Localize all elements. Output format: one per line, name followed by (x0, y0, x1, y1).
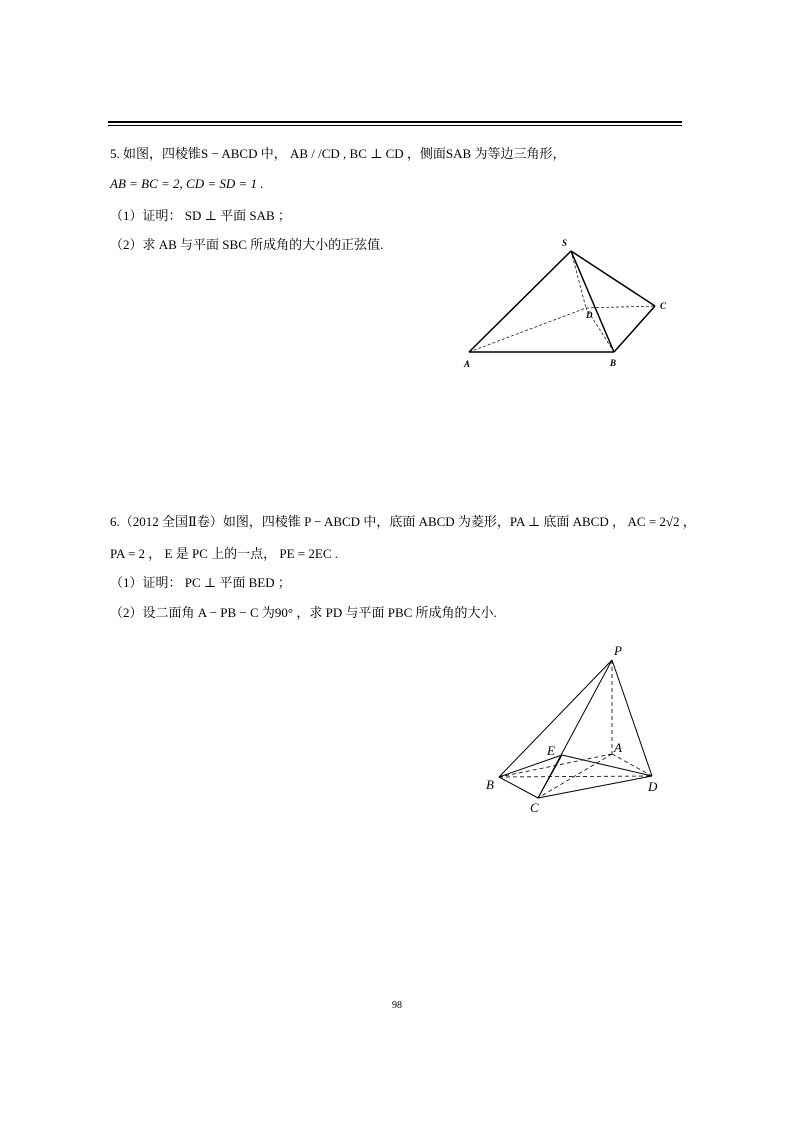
label-b: B (610, 358, 617, 368)
problem-5-stem-line2: AB = BC = 2, CD = SD = 1 . (110, 176, 264, 191)
label-b: B (486, 777, 494, 792)
edge-ad-hidden (469, 308, 586, 352)
edge-sc (571, 251, 655, 306)
edge-dc-hidden (586, 306, 655, 308)
pyramid-pabcd-figure (480, 640, 670, 820)
problem-6-part1: （1）证明： PC ⊥ 平面 BED ； (110, 575, 291, 590)
problem-6-stem-line1: 6.（2012 全国Ⅱ卷）如图，四棱锥 P − ABCD 中，底面 ABCD 为菱形，PA ⊥ 底面 ABCD ， AC = 2√2 ， (110, 514, 696, 529)
label-a: A (614, 740, 622, 755)
edge-sa (469, 251, 571, 352)
label-d: D (586, 310, 593, 320)
label-d: D (648, 779, 658, 794)
label-p: P (614, 643, 622, 658)
edge-bc (614, 306, 655, 352)
problem-5-part2: （2）求 AB 与平面 SBC 所成角的大小的正弦值. (110, 237, 384, 252)
label-a: A (464, 359, 471, 369)
header-rule-thin (108, 125, 682, 126)
problem-5-part1: （1）证明： SD ⊥ 平面 SAB ； (110, 208, 291, 223)
label-c: C (530, 800, 539, 815)
edge-bc (499, 777, 538, 798)
label-c: C (660, 301, 667, 311)
problem-6-stem-line2: PA = 2 ， E 是 PC 上的一点， PE = 2EC . (110, 546, 338, 561)
edge-sb (571, 251, 614, 352)
page-number: 98 (392, 1000, 402, 1011)
label-s: S (562, 238, 568, 248)
edge-be (499, 755, 562, 777)
header-rule-thick (108, 121, 682, 123)
label-e: E (547, 743, 555, 758)
problem-5-stem-line1: 5. 如图，四棱锥S − ABCD 中， AB / /CD , BC ⊥ CD ，侧面SAB 为等边三角形， (110, 146, 566, 161)
pyramid-sabcd-figure (455, 232, 680, 372)
problem-6-part2: （2）设二面角 A − PB − C 为90° ，求 PD 与平面 PBC 所成角的大小. (110, 605, 497, 620)
edge-pb (499, 660, 612, 777)
edge-cd (538, 776, 652, 798)
edge-pd (612, 660, 652, 776)
edge-ed (562, 755, 652, 776)
